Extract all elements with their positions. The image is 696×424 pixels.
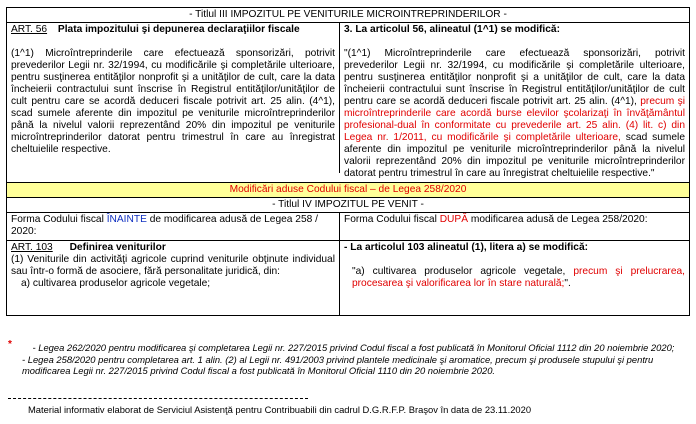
art56-mod-text-a: "(1^1) Microîntreprinderile care efectuează sponsorizări, potrivit prevederilor Legii nr. 32/1994, cu modificările şi completările ulterioare, pentru susţinerea entităţilor nonprofit şi a unităţilor de cult, care la data încheierii contractului sunt înscrise în Registrul entităţilor/unităţilor de cult pentru care se acordă deduceri fiscale potrivit art. 25 alin. (4^1), <box>344 48 685 107</box>
modification-title-row <box>7 182 689 197</box>
art56-heading: Plata impozitului şi depunerea declaraţiilor fiscale <box>57 24 300 35</box>
art103-after-cell <box>340 241 689 315</box>
title-iv-row <box>7 197 689 212</box>
title-iv-heading: - Titlul IV IMPOZITUL PE VENIT - <box>272 199 424 210</box>
footnote-1 <box>8 339 690 354</box>
art103-ref: ART. 103 <box>11 242 53 253</box>
art56-after-cell <box>340 23 689 182</box>
form-after-label <box>340 213 689 240</box>
art103-item: a) cultivarea produselor agricole vegetale; <box>21 278 211 289</box>
form-after-highlight: DUPĂ <box>439 214 468 225</box>
art103-mod-text <box>344 266 685 290</box>
footer-note: Material informativ elaborat de Serviciul Asistenţă pentru Contribuabili din cadrul D.G.R.F.P. Braşov în data de 23.11.2020 <box>28 404 532 415</box>
form-after-text-a: Forma Codului fiscal <box>344 214 440 225</box>
art56-mod-text-b: scad sumele aferente din impozitul pe veniturile microîntreprinderilor până la nivelul valorii reprezentând 20% din impozitul pe veniturile microîntreprinderilor datorat pentru trimestrul în care au înregistrat cheltuielile respective." <box>344 132 685 179</box>
form-after-text-b: modificarea adusă de Legea 258/2020: <box>468 214 648 225</box>
footnote-2-text: - Legea 258/2020 pentru completarea art. 1 alin. (2) al Legii nr. 491/2003 privind plantele medicinale şi aromatice, precum şi produsele stupului şi pentru modificarea Legii nr. 227/2015 privind Codul fiscal a fost publicată în Monitorul Oficial 1110 din 20 noiembrie 2020. <box>22 353 654 377</box>
art103-text: (1) Veniturile din activităţi agricole cuprind veniturile obţinute individual sau într-o formă de asociere, fără personalitate juridică, din: <box>11 254 335 277</box>
art56-mod-text <box>344 48 685 180</box>
form-before-label <box>7 213 340 240</box>
art56-mod-text-red: precum şi microîntreprinderile care acordă burse elevilor şcolarizaţi în învăţământul profesional-dual în conformitate cu prevederile art. 25 alin. (4) lit. c) din Legea nr. 1/2011, cu modificările şi completările ulterioare, <box>344 96 685 143</box>
art56-row <box>7 22 689 182</box>
art103-mod-text-red: precum şi prelucrarea, procesarea şi valorificarea lor în stare naturală; <box>352 266 685 289</box>
footnote-2 <box>8 354 690 377</box>
art103-row <box>7 240 689 315</box>
title-iii-row <box>7 8 689 22</box>
art103-mod-text-b: ". <box>564 278 571 289</box>
art56-before-cell <box>7 23 340 173</box>
art103-before-cell <box>7 241 340 315</box>
art56-text: (1^1) Microîntreprinderile care efectuează sponsorizări, potrivit prevederilor Legii nr. 32/1994, cu modificările şi completările ulterioare, pentru susţinerea entităţilor nonprofit şi a unităţilor de cult, care la data încheierii contractului sunt înscrise în Registrul entităţilor/unităţilor de cult pentru care se acordă deduceri fiscale potrivit art. 25 alin. (4^1), scad sumele aferente din impozitul pe veniturile microîntreprinderilor până la nivelul valorii reprezentând 20% din impozitul pe veniturile microîntreprinderilor datorat pentru trimestrul în care au înregistrat cheltuielile respective. <box>11 48 335 155</box>
art103-mod-text-a: "a) cultivarea produselor agricole vegetale, <box>352 266 566 277</box>
form-before-highlight: ÎNAINTE <box>106 214 147 225</box>
footnote-1-text: - Legea 262/2020 pentru modificarea şi completarea Legii nr. 227/2015 privind Codul fiscal a fost publicată în Monitorul Oficial 1112 din 20 noiembrie 2020; <box>32 342 675 354</box>
footer-divider <box>8 398 308 399</box>
form-before-text-b: de modificarea adusă de Legea 258 / 2020: <box>11 214 318 237</box>
title-iii-heading: - Titlul III IMPOZITUL PE VENITURILE MICROINTREPRINDERILOR - <box>189 9 507 20</box>
form-before-text-a: Forma Codului fiscal <box>11 214 107 225</box>
art103-mod-heading: - La articolul 103 alineatul (1), litera a) se modifică: <box>344 242 589 253</box>
art103-heading: Definirea veniturilor <box>69 242 166 253</box>
footnote-star: * <box>8 339 12 350</box>
law-comparison-table <box>6 7 690 316</box>
form-header-row <box>7 212 689 240</box>
art56-mod-heading: 3. La articolul 56, alineatul (1^1) se modifică: <box>344 24 560 35</box>
modification-title: Modificări aduse Codului fiscal – de Legea 258/2020 <box>229 184 467 195</box>
footnotes <box>8 339 690 377</box>
art56-ref: ART. 56 <box>11 24 48 35</box>
